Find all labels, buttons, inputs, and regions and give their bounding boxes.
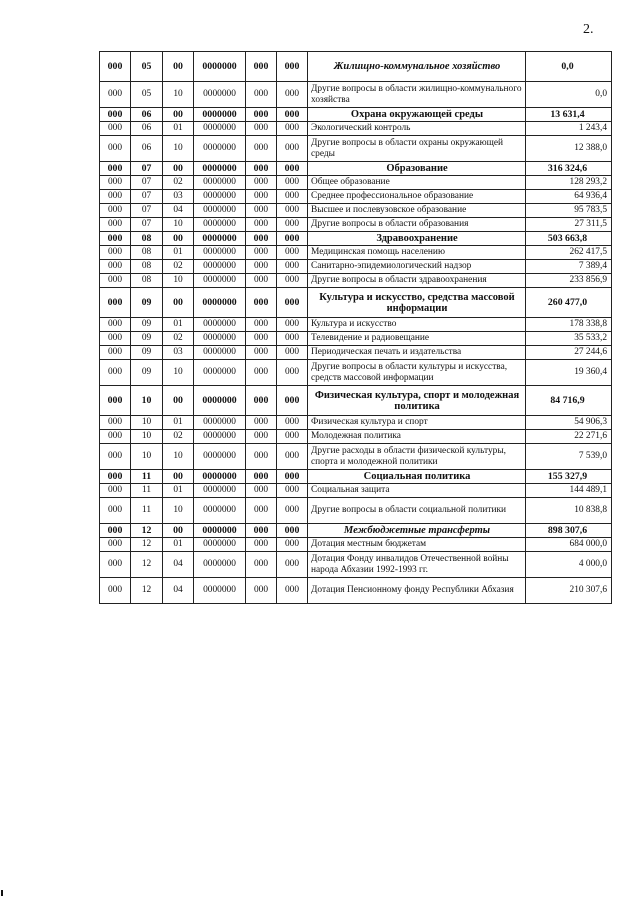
row-label: Другие вопросы в области образования [308, 218, 526, 232]
code-col-3: 02 [163, 332, 194, 346]
code-col-6: 000 [277, 470, 308, 484]
code-col-4: 0000000 [194, 552, 246, 578]
code-col-3: 01 [163, 416, 194, 430]
table-row [100, 136, 612, 162]
row-amount: 35 533,2 [526, 332, 612, 346]
row-amount: 7 539,0 [526, 444, 612, 470]
row-label: Другие вопросы в области жилищно-коммунального хозяйства [308, 82, 526, 108]
code-col-4: 0000000 [194, 332, 246, 346]
code-col-4: 0000000 [194, 484, 246, 498]
code-col-4: 0000000 [194, 524, 246, 538]
code-col-5: 000 [246, 274, 277, 288]
code-col-5: 000 [246, 360, 277, 386]
code-col-1: 000 [100, 552, 131, 578]
code-col-3: 10 [163, 218, 194, 232]
code-col-2: 09 [131, 318, 163, 332]
section-row [100, 108, 612, 122]
code-col-6: 000 [277, 360, 308, 386]
section-row [100, 232, 612, 246]
code-col-1: 000 [100, 52, 131, 82]
code-col-4: 0000000 [194, 444, 246, 470]
code-col-3: 00 [163, 52, 194, 82]
code-col-1: 000 [100, 190, 131, 204]
code-col-2: 06 [131, 136, 163, 162]
code-col-2: 12 [131, 524, 163, 538]
code-col-2: 12 [131, 578, 163, 604]
code-col-5: 000 [246, 232, 277, 246]
code-col-5: 000 [246, 430, 277, 444]
code-col-6: 000 [277, 260, 308, 274]
code-col-6: 000 [277, 162, 308, 176]
code-col-6: 000 [277, 108, 308, 122]
row-label: Высшее и послевузовское образование [308, 204, 526, 218]
code-col-6: 000 [277, 288, 308, 318]
code-col-3: 02 [163, 176, 194, 190]
code-col-6: 000 [277, 484, 308, 498]
code-col-3: 04 [163, 552, 194, 578]
code-col-3: 03 [163, 346, 194, 360]
scan-mark [1, 890, 3, 896]
code-col-1: 000 [100, 386, 131, 416]
code-col-6: 000 [277, 524, 308, 538]
row-label: Охрана окружающей среды [308, 108, 526, 122]
code-col-2: 07 [131, 218, 163, 232]
code-col-6: 000 [277, 232, 308, 246]
code-col-6: 000 [277, 176, 308, 190]
code-col-1: 000 [100, 232, 131, 246]
code-col-5: 000 [246, 386, 277, 416]
code-col-1: 000 [100, 332, 131, 346]
code-col-2: 09 [131, 360, 163, 386]
row-amount: 13 631,4 [526, 108, 612, 122]
code-col-1: 000 [100, 136, 131, 162]
row-label: Другие вопросы в области здравоохранения [308, 274, 526, 288]
code-col-1: 000 [100, 524, 131, 538]
code-col-3: 10 [163, 136, 194, 162]
code-col-6: 000 [277, 52, 308, 82]
row-label: Здравоохранение [308, 232, 526, 246]
row-amount: 144 489,1 [526, 484, 612, 498]
code-col-1: 000 [100, 318, 131, 332]
code-col-5: 000 [246, 444, 277, 470]
code-col-2: 08 [131, 260, 163, 274]
code-col-6: 000 [277, 346, 308, 360]
code-col-6: 000 [277, 136, 308, 162]
code-col-2: 11 [131, 470, 163, 484]
code-col-4: 0000000 [194, 360, 246, 386]
row-amount: 316 324,6 [526, 162, 612, 176]
code-col-5: 000 [246, 82, 277, 108]
code-col-3: 00 [163, 232, 194, 246]
table-row [100, 190, 612, 204]
code-col-3: 04 [163, 204, 194, 218]
code-col-1: 000 [100, 484, 131, 498]
row-amount: 1 243,4 [526, 122, 612, 136]
code-col-3: 02 [163, 260, 194, 274]
table-row [100, 430, 612, 444]
row-label: Другие вопросы в области охраны окружающей среды [308, 136, 526, 162]
table-row [100, 360, 612, 386]
row-label: Молодежная политика [308, 430, 526, 444]
table-row [100, 346, 612, 360]
table-row [100, 176, 612, 190]
row-amount: 54 906,3 [526, 416, 612, 430]
table-row [100, 484, 612, 498]
code-col-1: 000 [100, 430, 131, 444]
code-col-3: 01 [163, 318, 194, 332]
code-col-4: 0000000 [194, 136, 246, 162]
code-col-2: 05 [131, 52, 163, 82]
code-col-6: 000 [277, 218, 308, 232]
code-col-4: 0000000 [194, 82, 246, 108]
code-col-5: 000 [246, 416, 277, 430]
budget-table [99, 51, 612, 604]
table-row [100, 82, 612, 108]
code-col-4: 0000000 [194, 274, 246, 288]
row-amount: 19 360,4 [526, 360, 612, 386]
code-col-2: 06 [131, 122, 163, 136]
code-col-3: 10 [163, 498, 194, 524]
code-col-1: 000 [100, 346, 131, 360]
code-col-2: 09 [131, 346, 163, 360]
table-row [100, 498, 612, 524]
row-amount: 12 388,0 [526, 136, 612, 162]
code-col-2: 12 [131, 538, 163, 552]
code-col-4: 0000000 [194, 176, 246, 190]
code-col-1: 000 [100, 444, 131, 470]
section-row [100, 524, 612, 538]
row-label: Медицинская помощь населению [308, 246, 526, 260]
code-col-4: 0000000 [194, 218, 246, 232]
code-col-1: 000 [100, 204, 131, 218]
code-col-2: 08 [131, 246, 163, 260]
code-col-3: 10 [163, 274, 194, 288]
row-label: Образование [308, 162, 526, 176]
code-col-2: 11 [131, 484, 163, 498]
table-row [100, 218, 612, 232]
row-amount: 210 307,6 [526, 578, 612, 604]
code-col-2: 07 [131, 204, 163, 218]
code-col-6: 000 [277, 430, 308, 444]
code-col-3: 01 [163, 246, 194, 260]
code-col-2: 08 [131, 232, 163, 246]
code-col-3: 01 [163, 484, 194, 498]
code-col-6: 000 [277, 82, 308, 108]
code-col-4: 0000000 [194, 108, 246, 122]
table-row [100, 552, 612, 578]
code-col-6: 000 [277, 122, 308, 136]
code-col-2: 10 [131, 386, 163, 416]
code-col-4: 0000000 [194, 204, 246, 218]
code-col-4: 0000000 [194, 318, 246, 332]
code-col-5: 000 [246, 162, 277, 176]
code-col-5: 000 [246, 260, 277, 274]
code-col-5: 000 [246, 524, 277, 538]
row-amount: 10 838,8 [526, 498, 612, 524]
code-col-5: 000 [246, 246, 277, 260]
code-col-5: 000 [246, 346, 277, 360]
code-col-3: 02 [163, 430, 194, 444]
page-number: 2. [583, 22, 594, 37]
code-col-4: 0000000 [194, 232, 246, 246]
code-col-4: 0000000 [194, 416, 246, 430]
code-col-4: 0000000 [194, 122, 246, 136]
table-row [100, 444, 612, 470]
code-col-3: 00 [163, 524, 194, 538]
code-col-6: 000 [277, 578, 308, 604]
row-label: Межбюджетные трансферты [308, 524, 526, 538]
section-row [100, 470, 612, 484]
row-amount: 64 936,4 [526, 190, 612, 204]
row-label: Физическая культура и спорт [308, 416, 526, 430]
code-col-3: 00 [163, 162, 194, 176]
code-col-2: 09 [131, 288, 163, 318]
code-col-5: 000 [246, 190, 277, 204]
section-row [100, 288, 612, 318]
row-amount: 4 000,0 [526, 552, 612, 578]
code-col-4: 0000000 [194, 430, 246, 444]
table-row [100, 416, 612, 430]
code-col-2: 09 [131, 332, 163, 346]
code-col-3: 00 [163, 288, 194, 318]
code-col-6: 000 [277, 498, 308, 524]
row-amount: 128 293,2 [526, 176, 612, 190]
code-col-1: 000 [100, 578, 131, 604]
row-amount: 0,0 [526, 52, 612, 82]
table-row [100, 332, 612, 346]
code-col-3: 10 [163, 82, 194, 108]
code-col-5: 000 [246, 498, 277, 524]
code-col-2: 11 [131, 498, 163, 524]
code-col-5: 000 [246, 332, 277, 346]
code-col-4: 0000000 [194, 246, 246, 260]
code-col-6: 000 [277, 386, 308, 416]
code-col-4: 0000000 [194, 386, 246, 416]
row-amount: 503 663,8 [526, 232, 612, 246]
code-col-1: 000 [100, 246, 131, 260]
row-amount: 155 327,9 [526, 470, 612, 484]
row-amount: 262 417,5 [526, 246, 612, 260]
code-col-6: 000 [277, 416, 308, 430]
code-col-4: 0000000 [194, 260, 246, 274]
code-col-5: 000 [246, 136, 277, 162]
code-col-1: 000 [100, 176, 131, 190]
code-col-5: 000 [246, 108, 277, 122]
code-col-6: 000 [277, 332, 308, 346]
code-col-2: 10 [131, 430, 163, 444]
table-row [100, 246, 612, 260]
code-col-2: 12 [131, 552, 163, 578]
table-row [100, 318, 612, 332]
code-col-4: 0000000 [194, 288, 246, 318]
section-row [100, 162, 612, 176]
section-row [100, 52, 612, 82]
code-col-5: 000 [246, 578, 277, 604]
code-col-1: 000 [100, 538, 131, 552]
code-col-3: 01 [163, 538, 194, 552]
code-col-3: 04 [163, 578, 194, 604]
table-row [100, 538, 612, 552]
code-col-5: 000 [246, 52, 277, 82]
code-col-6: 000 [277, 538, 308, 552]
code-col-4: 0000000 [194, 470, 246, 484]
code-col-5: 000 [246, 538, 277, 552]
row-label: Общее образование [308, 176, 526, 190]
code-col-1: 000 [100, 108, 131, 122]
row-label: Социальная политика [308, 470, 526, 484]
code-col-6: 000 [277, 204, 308, 218]
row-label: Экологический контроль [308, 122, 526, 136]
row-label: Периодическая печать и издательства [308, 346, 526, 360]
code-col-5: 000 [246, 470, 277, 484]
code-col-2: 05 [131, 82, 163, 108]
row-label: Другие расходы в области физической культуры, спорта и молодежной политики [308, 444, 526, 470]
section-row [100, 386, 612, 416]
row-label: Дотация местным бюджетам [308, 538, 526, 552]
row-label: Среднее профессиональное образование [308, 190, 526, 204]
row-amount: 233 856,9 [526, 274, 612, 288]
code-col-2: 06 [131, 108, 163, 122]
code-col-5: 000 [246, 122, 277, 136]
table-row [100, 204, 612, 218]
row-amount: 0,0 [526, 82, 612, 108]
code-col-5: 000 [246, 204, 277, 218]
code-col-5: 000 [246, 176, 277, 190]
row-amount: 178 338,8 [526, 318, 612, 332]
row-label: Социальная защита [308, 484, 526, 498]
code-col-4: 0000000 [194, 578, 246, 604]
code-col-5: 000 [246, 318, 277, 332]
code-col-6: 000 [277, 190, 308, 204]
code-col-1: 000 [100, 274, 131, 288]
code-col-6: 000 [277, 274, 308, 288]
code-col-6: 000 [277, 318, 308, 332]
table-row [100, 274, 612, 288]
code-col-3: 03 [163, 190, 194, 204]
code-col-1: 000 [100, 360, 131, 386]
code-col-3: 00 [163, 108, 194, 122]
code-col-4: 0000000 [194, 498, 246, 524]
code-col-5: 000 [246, 218, 277, 232]
code-col-1: 000 [100, 288, 131, 318]
code-col-2: 10 [131, 444, 163, 470]
code-col-1: 000 [100, 498, 131, 524]
code-col-3: 00 [163, 386, 194, 416]
row-label: Дотация Фонду инвалидов Отечественной войны народа Абхазии 1992-1993 гг. [308, 552, 526, 578]
row-amount: 7 389,4 [526, 260, 612, 274]
row-label: Культура и искусство, средства массовой информации [308, 288, 526, 318]
row-label: Санитарно-эпидемиологический надзор [308, 260, 526, 274]
code-col-5: 000 [246, 288, 277, 318]
code-col-2: 07 [131, 176, 163, 190]
table-row [100, 260, 612, 274]
code-col-4: 0000000 [194, 538, 246, 552]
code-col-4: 0000000 [194, 190, 246, 204]
code-col-1: 000 [100, 122, 131, 136]
row-label: Другие вопросы в области социальной политики [308, 498, 526, 524]
code-col-6: 000 [277, 444, 308, 470]
row-label: Жилищно-коммунальное хозяйство [308, 52, 526, 82]
code-col-3: 10 [163, 444, 194, 470]
code-col-1: 000 [100, 470, 131, 484]
table-row [100, 122, 612, 136]
code-col-4: 0000000 [194, 346, 246, 360]
row-label: Другие вопросы в области культуры и искусства, средств массовой информации [308, 360, 526, 386]
row-amount: 898 307,6 [526, 524, 612, 538]
row-amount: 27 311,5 [526, 218, 612, 232]
code-col-6: 000 [277, 246, 308, 260]
code-col-3: 00 [163, 470, 194, 484]
code-col-2: 07 [131, 162, 163, 176]
table-row [100, 578, 612, 604]
code-col-1: 000 [100, 82, 131, 108]
code-col-4: 0000000 [194, 52, 246, 82]
row-amount: 684 000,0 [526, 538, 612, 552]
row-label: Телевидение и радиовещание [308, 332, 526, 346]
code-col-5: 000 [246, 484, 277, 498]
code-col-3: 10 [163, 360, 194, 386]
row-amount: 95 783,5 [526, 204, 612, 218]
code-col-2: 08 [131, 274, 163, 288]
row-amount: 27 244,6 [526, 346, 612, 360]
row-amount: 84 716,9 [526, 386, 612, 416]
code-col-5: 000 [246, 552, 277, 578]
code-col-1: 000 [100, 162, 131, 176]
code-col-3: 01 [163, 122, 194, 136]
row-amount: 260 477,0 [526, 288, 612, 318]
code-col-4: 0000000 [194, 162, 246, 176]
row-label: Культура и искусство [308, 318, 526, 332]
code-col-2: 10 [131, 416, 163, 430]
code-col-1: 000 [100, 416, 131, 430]
row-amount: 22 271,6 [526, 430, 612, 444]
code-col-2: 07 [131, 190, 163, 204]
code-col-1: 000 [100, 260, 131, 274]
row-label: Дотация Пенсионному фонду Республики Абхазия [308, 578, 526, 604]
row-label: Физическая культура, спорт и молодежная политика [308, 386, 526, 416]
code-col-6: 000 [277, 552, 308, 578]
code-col-1: 000 [100, 218, 131, 232]
